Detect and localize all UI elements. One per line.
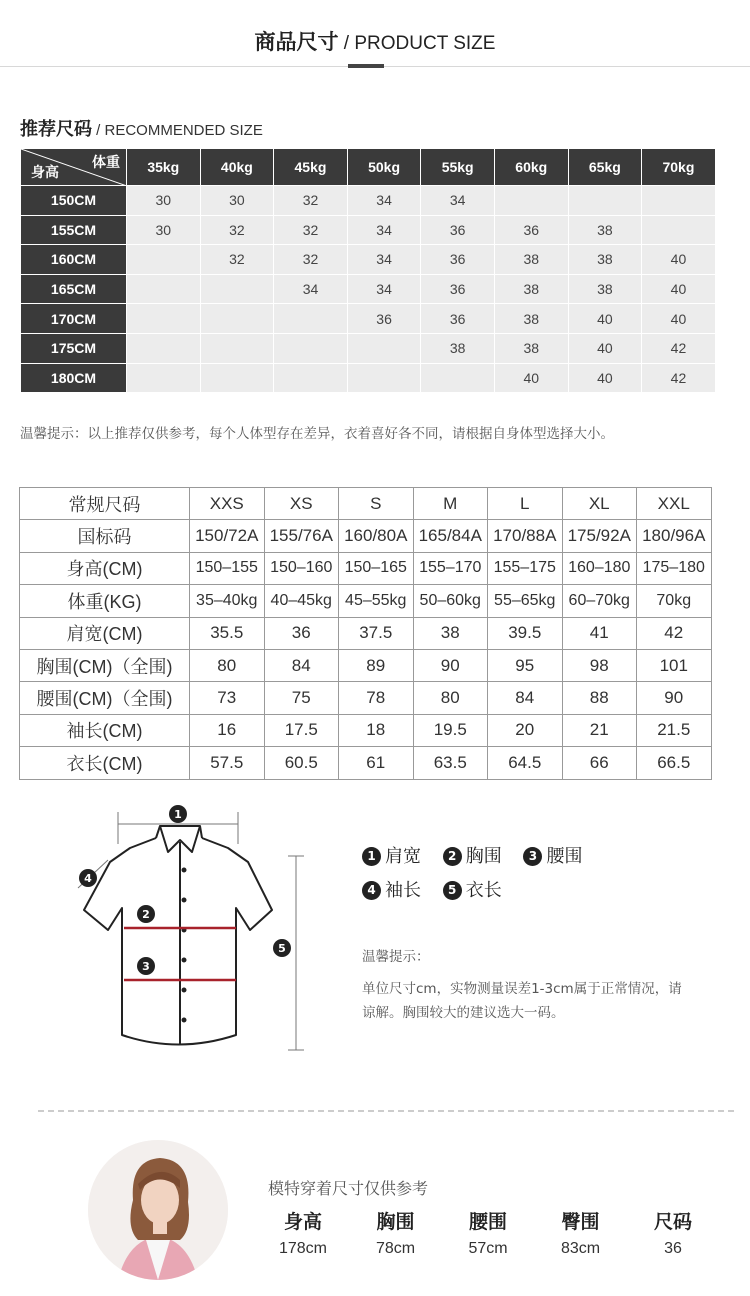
legend-label: 衣长 bbox=[465, 880, 502, 901]
spec-value-cell: 42 bbox=[637, 617, 712, 649]
size-cell: 32 bbox=[274, 245, 348, 275]
legend-item-chest bbox=[443, 840, 502, 874]
size-cell bbox=[274, 333, 348, 363]
recommended-title bbox=[20, 115, 263, 141]
stat-key: 臀围 bbox=[561, 1212, 600, 1233]
diagram-markers bbox=[79, 805, 291, 975]
size-cell: 34 bbox=[347, 215, 421, 245]
spec-value-cell: 20 bbox=[488, 714, 563, 746]
size-cell bbox=[421, 363, 495, 393]
spec-value-cell: 37.5 bbox=[339, 617, 414, 649]
recommended-note: 温馨提示：以上推荐仅供参考，每个人体型存在差异，衣着喜好各不同，请根据自身体型选择大小。 bbox=[20, 426, 614, 442]
table-row bbox=[21, 304, 716, 334]
size-cell bbox=[274, 363, 348, 393]
spec-value-cell: 61 bbox=[339, 747, 414, 779]
spec-value-cell: 36 bbox=[264, 617, 339, 649]
size-cell: 34 bbox=[421, 186, 495, 216]
stat-key: 身高 bbox=[283, 1212, 322, 1233]
size-cell: 40 bbox=[568, 333, 642, 363]
legend-item-sleeve bbox=[362, 874, 421, 908]
spec-value-cell: 165/84A bbox=[413, 520, 488, 552]
spec-label-cell: 身高(CM) bbox=[20, 552, 190, 584]
spec-value-cell: 57.5 bbox=[190, 747, 265, 779]
spec-value-cell: 89 bbox=[339, 649, 414, 681]
weight-header-cell: 65kg bbox=[568, 149, 642, 186]
size-cell: 38 bbox=[568, 245, 642, 275]
spec-body bbox=[20, 488, 712, 780]
table-row bbox=[20, 747, 712, 779]
height-header-cell: 170CM bbox=[21, 304, 127, 334]
legend-label: 胸围 bbox=[465, 846, 502, 867]
shirt-outline bbox=[84, 826, 272, 1045]
spec-value-cell: 80 bbox=[190, 649, 265, 681]
spec-value-cell: 150–165 bbox=[339, 552, 414, 584]
stat-key: 尺码 bbox=[653, 1212, 692, 1233]
spec-value-cell: 98 bbox=[562, 649, 637, 681]
table-row bbox=[21, 333, 716, 363]
stat-value: 57cm bbox=[468, 1240, 508, 1257]
measure-note-body: 单位尺寸cm，实物测量误差1-3cm属于正常情况，请谅解。胸围较大的建议选大一码。 bbox=[362, 981, 682, 1021]
size-cell bbox=[347, 333, 421, 363]
spec-value-cell: 80 bbox=[413, 682, 488, 714]
spec-value-cell: 155–170 bbox=[413, 552, 488, 584]
spec-value-cell: 75 bbox=[264, 682, 339, 714]
title-en: / PRODUCT SIZE bbox=[338, 33, 496, 54]
spec-label-cell: 衣长(CM) bbox=[20, 747, 190, 779]
spec-value-cell: 155–175 bbox=[488, 552, 563, 584]
size-cell: 40 bbox=[494, 363, 568, 393]
table-row bbox=[20, 649, 712, 681]
spec-value-cell: 55–65kg bbox=[488, 585, 563, 617]
size-cell: 38 bbox=[494, 245, 568, 275]
model-stat-waist bbox=[453, 1207, 523, 1258]
stat-value: 36 bbox=[664, 1240, 682, 1257]
height-header-cell: 180CM bbox=[21, 363, 127, 393]
marker-5: 5 bbox=[278, 942, 286, 955]
stat-key: 腰围 bbox=[468, 1212, 507, 1233]
dashed-divider bbox=[38, 1110, 734, 1112]
measure-note bbox=[362, 945, 682, 1025]
size-cell: 38 bbox=[494, 304, 568, 334]
spec-value-cell: 150/72A bbox=[190, 520, 265, 552]
spec-label-cell: 体重(KG) bbox=[20, 585, 190, 617]
legend-label: 腰围 bbox=[546, 846, 583, 867]
size-cell bbox=[347, 363, 421, 393]
size-cell: 38 bbox=[421, 333, 495, 363]
recommended-title-cn: 推荐尺码 bbox=[20, 119, 92, 140]
stat-value: 83cm bbox=[560, 1240, 601, 1257]
size-cell bbox=[127, 363, 201, 393]
size-cell: 40 bbox=[568, 363, 642, 393]
spec-value-cell: 17.5 bbox=[264, 714, 339, 746]
stat-value: 78cm bbox=[375, 1240, 416, 1257]
model-stat-size bbox=[638, 1207, 708, 1258]
model-illustration bbox=[88, 1140, 228, 1280]
size-cell: 36 bbox=[421, 274, 495, 304]
size-cell bbox=[127, 245, 201, 275]
title-cn: 商品尺寸 bbox=[254, 30, 339, 54]
model-caption: 模特穿着尺寸仅供参考 bbox=[268, 1179, 429, 1198]
size-cell: 36 bbox=[421, 304, 495, 334]
size-cell bbox=[568, 186, 642, 216]
size-cell: 36 bbox=[421, 215, 495, 245]
model-photo bbox=[88, 1140, 228, 1280]
spec-value-cell: 21.5 bbox=[637, 714, 712, 746]
table-row bbox=[21, 274, 716, 304]
size-cell: 38 bbox=[568, 274, 642, 304]
spec-value-cell: 175/92A bbox=[562, 520, 637, 552]
recommended-header-row bbox=[21, 149, 716, 186]
size-cell: 32 bbox=[274, 186, 348, 216]
spec-label-cell: 胸围(CM)（全围) bbox=[20, 649, 190, 681]
legend-label: 肩宽 bbox=[385, 846, 421, 867]
size-cell: 34 bbox=[347, 186, 421, 216]
weight-header-cell: 45kg bbox=[274, 149, 348, 186]
spec-value-cell: 175–180 bbox=[637, 552, 712, 584]
legend-num: 1 bbox=[362, 847, 381, 866]
size-cell bbox=[274, 304, 348, 334]
table-row bbox=[20, 585, 712, 617]
size-cell: 42 bbox=[642, 363, 716, 393]
spec-label-cell: 腰围(CM)（全围) bbox=[20, 682, 190, 714]
legend-num: 5 bbox=[443, 881, 462, 900]
size-cell: 40 bbox=[642, 245, 716, 275]
table-row bbox=[20, 682, 712, 714]
spec-value-cell: 63.5 bbox=[413, 747, 488, 779]
size-cell: 30 bbox=[127, 186, 201, 216]
spec-value-cell: 150–160 bbox=[264, 552, 339, 584]
height-header-cell: 165CM bbox=[21, 274, 127, 304]
measure-note-title: 温馨提示： bbox=[362, 949, 430, 965]
table-row bbox=[20, 488, 712, 520]
legend-item-shoulder bbox=[362, 840, 421, 874]
marker-1: 1 bbox=[174, 808, 182, 821]
spec-value-cell: 150–155 bbox=[190, 552, 265, 584]
table-row bbox=[20, 714, 712, 746]
page-title bbox=[0, 26, 750, 56]
legend-num: 2 bbox=[443, 847, 462, 866]
spec-value-cell: 16 bbox=[190, 714, 265, 746]
height-header-cell: 155CM bbox=[21, 215, 127, 245]
spec-value-cell: 170/88A bbox=[488, 520, 563, 552]
spec-value-cell: 73 bbox=[190, 682, 265, 714]
spec-value-cell: XXL bbox=[637, 488, 712, 520]
spec-value-cell: 180/96A bbox=[637, 520, 712, 552]
spec-label-cell: 肩宽(CM) bbox=[20, 617, 190, 649]
size-cell bbox=[127, 333, 201, 363]
size-cell: 38 bbox=[494, 333, 568, 363]
spec-value-cell: 35–40kg bbox=[190, 585, 265, 617]
spec-value-cell: 50–60kg bbox=[413, 585, 488, 617]
size-cell: 34 bbox=[274, 274, 348, 304]
table-row bbox=[21, 186, 716, 216]
size-cell bbox=[200, 333, 274, 363]
size-cell bbox=[127, 304, 201, 334]
spec-label-cell: 袖长(CM) bbox=[20, 714, 190, 746]
legend-num: 4 bbox=[362, 881, 381, 900]
header-accent-bar bbox=[348, 64, 384, 68]
spec-value-cell: XL bbox=[562, 488, 637, 520]
size-cell bbox=[642, 186, 716, 216]
stat-key: 胸围 bbox=[376, 1212, 415, 1233]
recommended-title-en: / RECOMMENDED SIZE bbox=[92, 122, 263, 139]
stat-value: 178cm bbox=[278, 1240, 328, 1257]
size-cell bbox=[200, 304, 274, 334]
size-cell: 38 bbox=[568, 215, 642, 245]
model-stat-hip bbox=[546, 1207, 616, 1258]
corner-cell bbox=[21, 149, 127, 186]
weight-header-cell: 70kg bbox=[642, 149, 716, 186]
spec-value-cell: 88 bbox=[562, 682, 637, 714]
corner-height-label: 身高 bbox=[31, 164, 59, 180]
size-cell: 34 bbox=[347, 245, 421, 275]
weight-header-cell: 55kg bbox=[421, 149, 495, 186]
legend-line-2 bbox=[362, 874, 598, 908]
spec-value-cell: S bbox=[339, 488, 414, 520]
size-cell: 38 bbox=[494, 274, 568, 304]
spec-value-cell: 38 bbox=[413, 617, 488, 649]
size-cell bbox=[127, 274, 201, 304]
spec-value-cell: L bbox=[488, 488, 563, 520]
legend-label: 袖长 bbox=[385, 880, 421, 901]
size-cell bbox=[200, 363, 274, 393]
spec-value-cell: 39.5 bbox=[488, 617, 563, 649]
spec-value-cell: 84 bbox=[488, 682, 563, 714]
size-cell bbox=[642, 215, 716, 245]
size-cell bbox=[200, 274, 274, 304]
corner-weight-label: 体重 bbox=[92, 154, 120, 170]
shirt-measure-diagram bbox=[60, 800, 310, 1060]
height-header-cell: 175CM bbox=[21, 333, 127, 363]
height-header-cell: 160CM bbox=[21, 245, 127, 275]
spec-value-cell: XXS bbox=[190, 488, 265, 520]
weight-header-cell: 50kg bbox=[347, 149, 421, 186]
table-row bbox=[21, 245, 716, 275]
spec-value-cell: 60.5 bbox=[264, 747, 339, 779]
marker-3: 3 bbox=[142, 960, 150, 973]
legend-item-waist bbox=[523, 840, 582, 874]
marker-2: 2 bbox=[142, 908, 150, 921]
spec-value-cell: 66.5 bbox=[637, 747, 712, 779]
recommended-body bbox=[21, 186, 716, 393]
size-cell: 36 bbox=[494, 215, 568, 245]
model-stat-chest bbox=[361, 1207, 431, 1258]
legend-item-length bbox=[443, 874, 502, 908]
model-stat-height bbox=[268, 1207, 338, 1258]
table-row bbox=[20, 552, 712, 584]
spec-label-cell: 常规尺码 bbox=[20, 488, 190, 520]
size-cell: 30 bbox=[127, 215, 201, 245]
spec-value-cell: 35.5 bbox=[190, 617, 265, 649]
size-cell: 40 bbox=[642, 304, 716, 334]
table-row bbox=[21, 215, 716, 245]
legend-num: 3 bbox=[523, 847, 542, 866]
size-cell: 40 bbox=[642, 274, 716, 304]
spec-value-cell: 60–70kg bbox=[562, 585, 637, 617]
size-cell: 40 bbox=[568, 304, 642, 334]
measure-legend bbox=[362, 840, 598, 908]
size-cell: 36 bbox=[421, 245, 495, 275]
marker-4: 4 bbox=[84, 872, 92, 885]
size-cell: 32 bbox=[200, 245, 274, 275]
spec-value-cell: 45–55kg bbox=[339, 585, 414, 617]
spec-value-cell: 90 bbox=[413, 649, 488, 681]
size-cell bbox=[494, 186, 568, 216]
spec-value-cell: 40–45kg bbox=[264, 585, 339, 617]
spec-value-cell: XS bbox=[264, 488, 339, 520]
size-spec-table bbox=[19, 487, 712, 780]
spec-value-cell: 18 bbox=[339, 714, 414, 746]
height-header-cell: 150CM bbox=[21, 186, 127, 216]
spec-value-cell: 19.5 bbox=[413, 714, 488, 746]
spec-value-cell: 155/76A bbox=[264, 520, 339, 552]
spec-value-cell: 160–180 bbox=[562, 552, 637, 584]
size-cell: 32 bbox=[200, 215, 274, 245]
spec-label-cell: 国标码 bbox=[20, 520, 190, 552]
weight-header-cell: 40kg bbox=[200, 149, 274, 186]
table-row bbox=[20, 617, 712, 649]
size-cell: 36 bbox=[347, 304, 421, 334]
spec-value-cell: 21 bbox=[562, 714, 637, 746]
spec-value-cell: 95 bbox=[488, 649, 563, 681]
recommended-size-table bbox=[20, 148, 716, 393]
weight-header-cell: 35kg bbox=[127, 149, 201, 186]
spec-value-cell: 70kg bbox=[637, 585, 712, 617]
spec-value-cell: 160/80A bbox=[339, 520, 414, 552]
spec-value-cell: 90 bbox=[637, 682, 712, 714]
size-cell: 34 bbox=[347, 274, 421, 304]
model-stats bbox=[268, 1207, 708, 1258]
spec-value-cell: 64.5 bbox=[488, 747, 563, 779]
legend-line-1 bbox=[362, 840, 598, 874]
spec-value-cell: 101 bbox=[637, 649, 712, 681]
spec-value-cell: 84 bbox=[264, 649, 339, 681]
shirt-buttons bbox=[182, 868, 187, 1023]
weight-header-cell: 60kg bbox=[494, 149, 568, 186]
spec-value-cell: 66 bbox=[562, 747, 637, 779]
size-cell: 32 bbox=[274, 215, 348, 245]
page-header bbox=[0, 0, 750, 70]
spec-value-cell: 41 bbox=[562, 617, 637, 649]
table-row bbox=[21, 363, 716, 393]
table-row bbox=[20, 520, 712, 552]
spec-value-cell: 78 bbox=[339, 682, 414, 714]
size-cell: 30 bbox=[200, 186, 274, 216]
spec-value-cell: M bbox=[413, 488, 488, 520]
size-cell: 42 bbox=[642, 333, 716, 363]
measure-guides bbox=[78, 812, 304, 1050]
